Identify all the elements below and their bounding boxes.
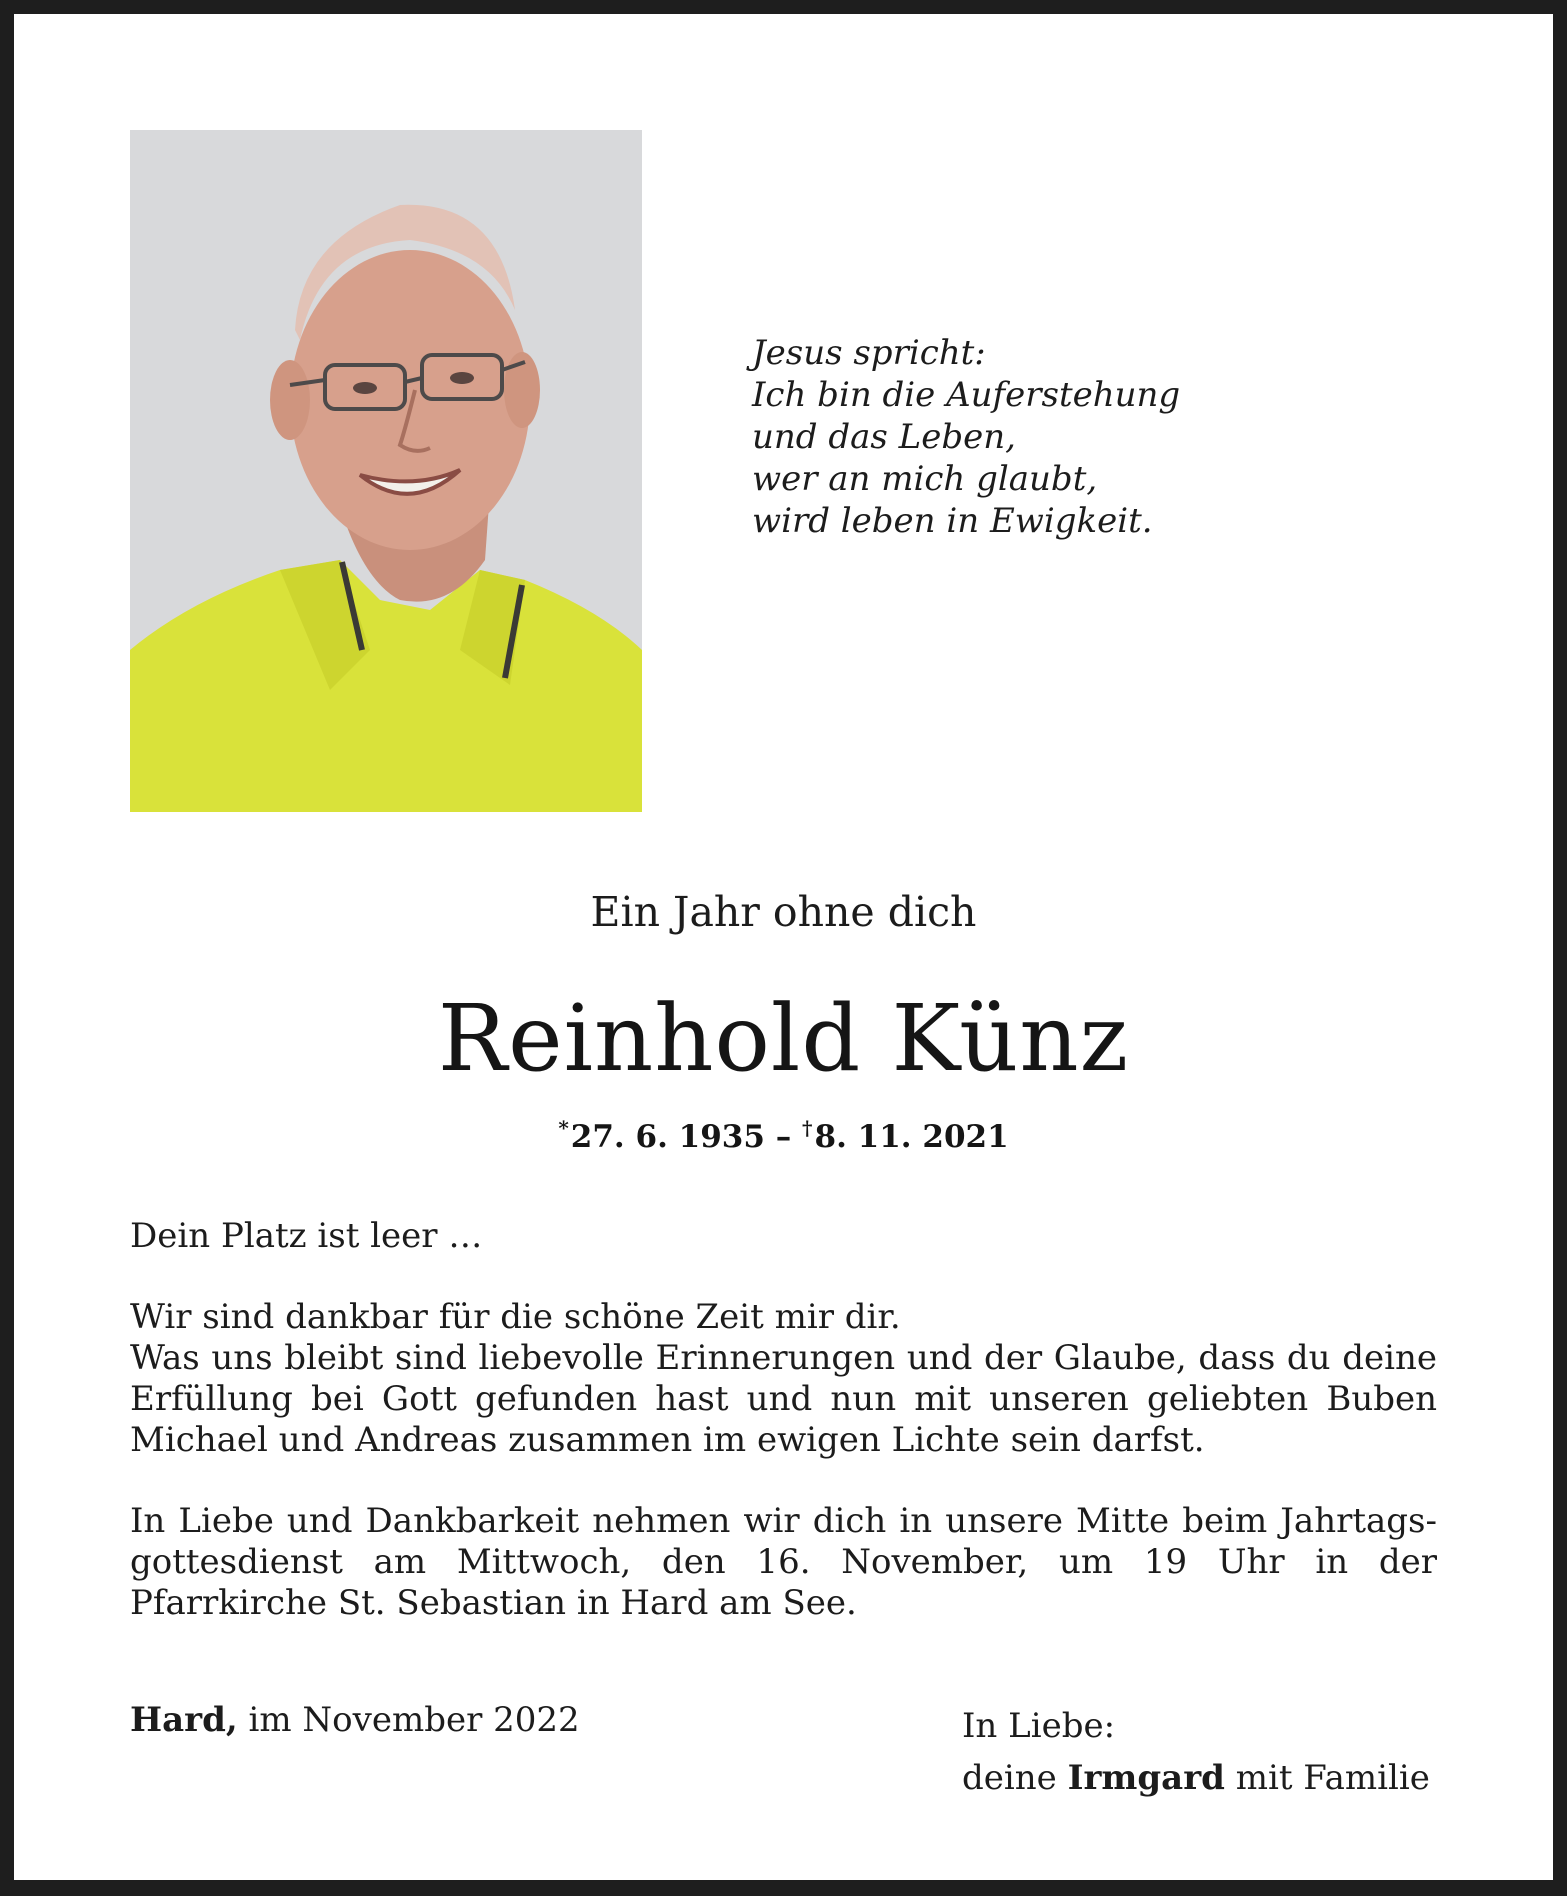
memorial-subtitle: Ein Jahr ohne dich (590, 888, 977, 936)
signature-line (962, 1752, 1430, 1804)
verse-line: Ich bin die Auferstehung (752, 375, 1181, 415)
verse-line: und das Leben, (752, 417, 1016, 457)
memorial-text (130, 1216, 1437, 1624)
death-symbol: † (802, 1116, 813, 1140)
signature-prefix: deine (962, 1758, 1068, 1798)
place-and-date (130, 1700, 580, 1740)
date-separator: – (764, 1119, 803, 1155)
signature-block (962, 1700, 1430, 1804)
gratitude-line: Wir sind dankbar für die schöne Zeit mir dir. (130, 1297, 901, 1337)
publication-date: im November 2022 (237, 1700, 580, 1740)
portrait-illustration (130, 130, 642, 812)
verse-line: Jesus spricht: (752, 333, 986, 373)
deceased-name: Reinhold Künz (437, 985, 1130, 1092)
place-name: Hard, (130, 1700, 238, 1740)
portrait-photo (130, 130, 642, 812)
gratitude-paragraph: Was uns bleibt sind liebevolle Erinnerungen und der Glaube, dass du deine Erfüllung bei Gott gefunden hast und nun mit unseren geliebten Buben Michael und Andreas zusammen im ewigen Lichte sein darfst. (130, 1338, 1437, 1460)
signature-name: Irmgard (1067, 1758, 1225, 1798)
bible-verse (752, 332, 1180, 542)
verse-line: wer an mich glaubt, (752, 459, 1098, 499)
life-dates (0, 1116, 1567, 1155)
birth-date: 27. 6. 1935 (570, 1119, 765, 1155)
signature-intro: In Liebe: (962, 1706, 1116, 1746)
birth-symbol: * (558, 1116, 569, 1140)
service-paragraph: In Liebe und Dankbarkeit nehmen wir dich in unsere Mitte beim Jahrtagsgottesdienst am Mittwoch, den 16. November, um 19 Uhr in der Pfarrkirche St. Sebastian in Hard am See. (130, 1501, 1437, 1623)
opening-line: Dein Platz ist leer … (130, 1216, 483, 1256)
signature-suffix: mit Familie (1224, 1758, 1430, 1798)
verse-line: wird leben in Ewigkeit. (752, 501, 1153, 541)
death-date: 8. 11. 2021 (814, 1119, 1009, 1155)
